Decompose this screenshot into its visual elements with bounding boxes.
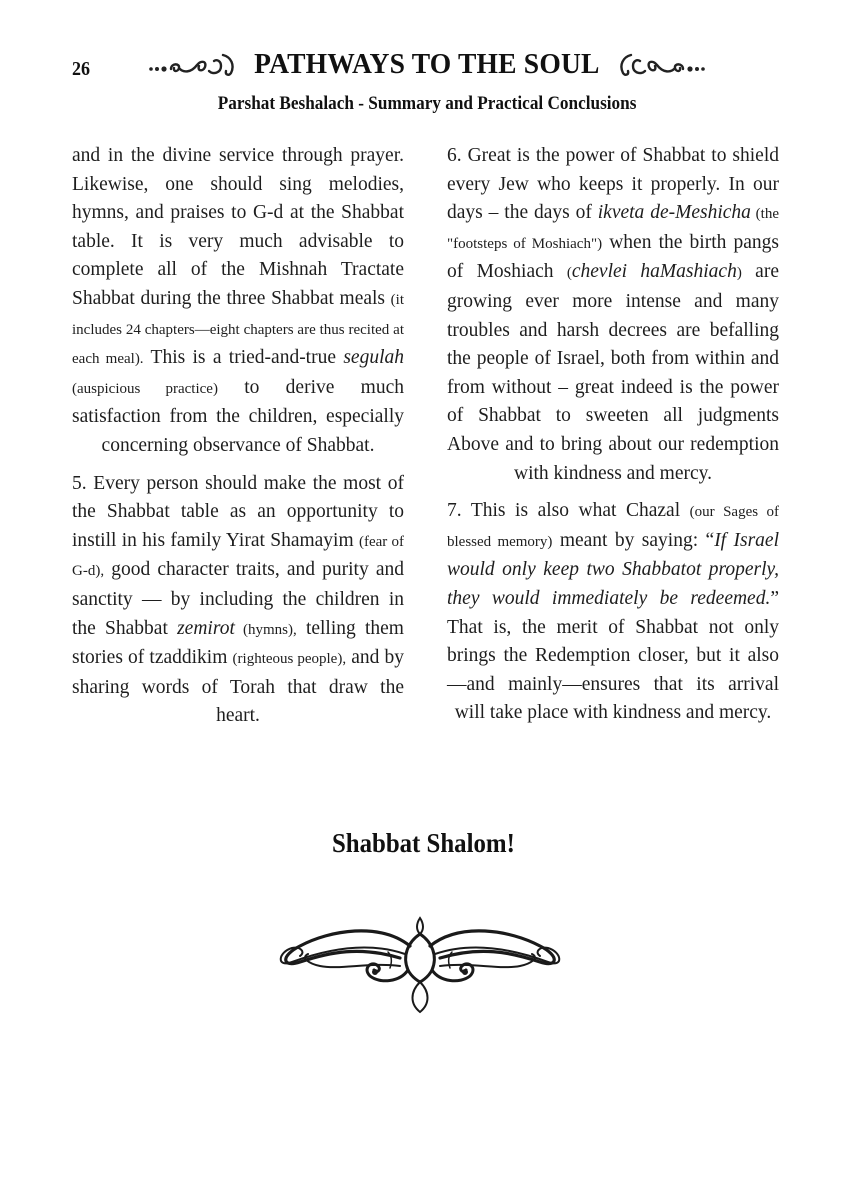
italic-term: segulah xyxy=(343,347,404,369)
paragraph-6 xyxy=(447,142,779,488)
text-run: ” That is, the merit of Shabbat not only brings the Redemption closer, but it also—and mainly—ensures that its arrival will take place with kindness and mercy. xyxy=(447,587,779,724)
italic-quote: If Israel would only keep two Shabbatot properly, they would immediately be redeemed. xyxy=(447,529,779,609)
parenthetical-note: (the "footsteps of Moshiach") xyxy=(447,206,779,252)
paragraph-5 xyxy=(72,470,404,731)
parenthetical-note: (it includes 24 chapters—eight chapters are thus recited at each meal). xyxy=(72,291,404,368)
text-run: are growing ever more intense and many troubles and harsh decrees are befalling the people of Israel, both from within and from without – great indeed is the power of Shabbat to sweeten all judgments Above and to bring about our redemption with kindness and mercy. xyxy=(447,261,779,484)
publication-title: PATHWAYS TO THE SOUL xyxy=(254,48,600,80)
text-run: 5. Every person should make the most of the Shabbat table as an opportunity to instill in his family Yirat Shamayim xyxy=(72,472,404,551)
parenthetical-note: (fear of G-d), xyxy=(72,533,404,580)
parenthetical-note: (hymns), xyxy=(234,621,297,638)
paragraph-7 xyxy=(447,497,779,728)
parenthesis: ( xyxy=(566,265,572,282)
text-run: 6. Great is the power of Shabbat to shield every Jew who keeps it properly. In our days – the days of xyxy=(447,145,779,224)
italic-term: ikveta de-Meshicha xyxy=(597,202,751,224)
italic-term: chevlei haMashiach xyxy=(571,261,737,283)
text-run: and in the divine service through prayer. Likewise, one should sing melodies, hymns, and praises to G-d at the Shabbat table. It is very much advisable to complete all of the Mishnah Tractate Shabbat during the three Shabbat meals xyxy=(72,145,404,309)
parenthetical-note: (auspicious practice) xyxy=(72,380,218,397)
section-subtitle xyxy=(0,94,846,115)
text-run: and by sharing words of Torah that draw the heart. xyxy=(72,647,405,727)
calligraphic-flourish-divider-icon xyxy=(270,912,570,1020)
text-run: when the birth pangs of Moshiach xyxy=(447,231,779,283)
text-run: telling them stories of tzaddikim xyxy=(72,617,404,669)
closing-text: Shabbat Shalom! xyxy=(331,828,515,858)
parenthetical-note: (our Sages of blessed memory) xyxy=(447,504,779,550)
scroll-flourish-left-icon xyxy=(147,51,239,79)
parenthetical-note: (righteous people), xyxy=(232,651,347,668)
text-run: good character traits, and purity and sanctity — by including the children in the Shabbat xyxy=(72,559,404,639)
parenthesis: ) xyxy=(736,265,742,282)
subtitle-text: Parshat Beshalach - Summary and Practical Conclusions xyxy=(217,94,637,114)
italic-term: zemirot xyxy=(177,617,235,639)
closing-greeting xyxy=(0,828,846,859)
paragraph-continued xyxy=(72,142,404,461)
left-column xyxy=(72,142,404,740)
text-run: meant by saying: “ xyxy=(552,529,715,551)
text-run: to derive much satisfaction from the children, especially concerning observance of Shabbat. xyxy=(72,376,404,456)
scroll-flourish-right-icon xyxy=(615,51,707,79)
page-number: 26 xyxy=(72,58,90,80)
text-run: This is a tried-and-true xyxy=(143,347,344,369)
running-header xyxy=(0,48,846,84)
right-column xyxy=(447,142,779,737)
text-run: 7. This is also what Chazal xyxy=(447,500,690,522)
